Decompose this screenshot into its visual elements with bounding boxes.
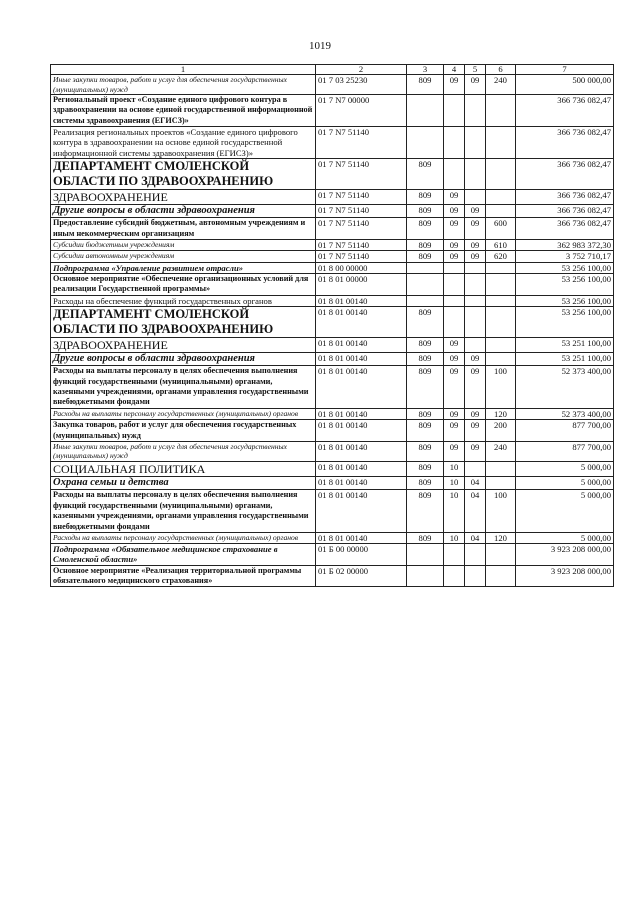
table-row xyxy=(51,240,614,251)
row-rz-cell xyxy=(444,565,465,587)
row-vr-cell xyxy=(486,262,516,273)
row-rz-cell: 09 xyxy=(444,366,465,409)
row-grbs-cell: 809 xyxy=(407,408,444,419)
row-amount-cell: 5 000,00 xyxy=(516,533,614,544)
row-code-cell: 01 8 01 00140 xyxy=(316,533,407,544)
table-row xyxy=(51,95,614,127)
row-pr-cell xyxy=(465,158,486,189)
row-pr-cell xyxy=(465,95,486,127)
row-name-cell: Субсидии бюджетным учреждениям xyxy=(51,240,316,251)
row-amount-cell: 366 736 082,47 xyxy=(516,127,614,159)
row-amount-cell: 366 736 082,47 xyxy=(516,218,614,240)
row-amount-cell: 3 923 208 000,00 xyxy=(516,544,614,565)
row-vr-cell: 240 xyxy=(486,441,516,461)
row-pr-cell: 09 xyxy=(465,240,486,251)
row-grbs-cell xyxy=(407,544,444,565)
row-name-cell: Закупка товаров, работ и услуг для обеспечения государственных (муниципальных) нужд xyxy=(51,420,316,442)
row-name-cell: Расходы на выплаты персоналу государственных (муниципальных) органов xyxy=(51,533,316,544)
row-pr-cell: 09 xyxy=(465,75,486,95)
row-name-cell: Субсидии автономным учреждениям xyxy=(51,251,316,262)
row-pr-cell xyxy=(465,127,486,159)
row-pr-cell xyxy=(465,306,486,337)
table-row xyxy=(51,306,614,337)
row-vr-cell xyxy=(486,306,516,337)
page-number: 1019 xyxy=(309,40,331,52)
table-row xyxy=(51,218,614,240)
table-row xyxy=(51,262,614,273)
row-vr-cell: 600 xyxy=(486,218,516,240)
row-code-cell: 01 8 01 00140 xyxy=(316,337,407,352)
header-cell: 6 xyxy=(486,65,516,75)
row-name-cell: Расходы на обеспечение функций государственных органов xyxy=(51,295,316,306)
row-amount-cell: 53 251 100,00 xyxy=(516,352,614,366)
row-vr-cell xyxy=(486,461,516,476)
table-row xyxy=(51,158,614,189)
row-grbs-cell: 809 xyxy=(407,420,444,442)
row-code-cell: 01 7 N7 51140 xyxy=(316,240,407,251)
row-name-cell: Подпрограмма «Управление развитием отрасли» xyxy=(51,262,316,273)
row-name-cell: ДЕПАРТАМЕНТ СМОЛЕНСКОЙ ОБЛАСТИ ПО ЗДРАВООХРАНЕНИЮ xyxy=(51,306,316,337)
table-row xyxy=(51,533,614,544)
row-pr-cell: 09 xyxy=(465,251,486,262)
row-grbs-cell: 809 xyxy=(407,189,444,204)
row-name-cell: Охрана семьи и детства xyxy=(51,476,316,490)
row-vr-cell xyxy=(486,295,516,306)
row-rz-cell: 09 xyxy=(444,352,465,366)
row-amount-cell: 500 000,00 xyxy=(516,75,614,95)
row-name-cell: ДЕПАРТАМЕНТ СМОЛЕНСКОЙ ОБЛАСТИ ПО ЗДРАВООХРАНЕНИЮ xyxy=(51,158,316,189)
row-rz-cell xyxy=(444,127,465,159)
row-rz-cell: 09 xyxy=(444,189,465,204)
row-code-cell: 01 8 01 00140 xyxy=(316,441,407,461)
row-name-cell: ЗДРАВООХРАНЕНИЕ xyxy=(51,337,316,352)
row-grbs-cell xyxy=(407,262,444,273)
row-vr-cell: 100 xyxy=(486,490,516,533)
row-rz-cell xyxy=(444,306,465,337)
row-amount-cell: 5 000,00 xyxy=(516,476,614,490)
table-row xyxy=(51,420,614,442)
row-name-cell: Основное мероприятие «Обеспечение организационных условий для реализации Государственной программы» xyxy=(51,273,316,295)
row-grbs-cell: 809 xyxy=(407,366,444,409)
row-code-cell: 01 8 00 00000 xyxy=(316,262,407,273)
row-rz-cell xyxy=(444,295,465,306)
row-pr-cell xyxy=(465,544,486,565)
row-name-cell: Иные закупки товаров, работ и услуг для обеспечения государственных (муниципальных) нужд xyxy=(51,75,316,95)
row-rz-cell: 09 xyxy=(444,240,465,251)
row-pr-cell: 09 xyxy=(465,441,486,461)
row-grbs-cell: 809 xyxy=(407,251,444,262)
row-rz-cell: 09 xyxy=(444,420,465,442)
row-rz-cell: 09 xyxy=(444,75,465,95)
row-rz-cell: 09 xyxy=(444,218,465,240)
row-vr-cell xyxy=(486,127,516,159)
row-amount-cell: 3 752 710,17 xyxy=(516,251,614,262)
table-row xyxy=(51,490,614,533)
row-rz-cell: 10 xyxy=(444,533,465,544)
row-name-cell: Расходы на выплаты персоналу в целях обеспечения выполнения функций государственными (муниципальными) органами, казенными учреждениями, органами управления государственными внебюджетными фондами xyxy=(51,366,316,409)
table-row xyxy=(51,251,614,262)
table-row xyxy=(51,461,614,476)
row-pr-cell: 04 xyxy=(465,476,486,490)
row-name-cell: Другие вопросы в области здравоохранения xyxy=(51,204,316,218)
row-grbs-cell: 809 xyxy=(407,476,444,490)
row-code-cell: 01 7 N7 51140 xyxy=(316,158,407,189)
row-code-cell: 01 8 01 00140 xyxy=(316,366,407,409)
row-grbs-cell: 809 xyxy=(407,337,444,352)
row-pr-cell: 09 xyxy=(465,408,486,419)
row-name-cell: Реализация региональных проектов «Создание единого цифрового контура в здравоохранении на основе единой государственной информационной системы здравоохранения (ЕГИСЗ)» xyxy=(51,127,316,159)
table-row xyxy=(51,544,614,565)
row-rz-cell xyxy=(444,95,465,127)
row-amount-cell: 53 251 100,00 xyxy=(516,337,614,352)
row-name-cell: Предоставление субсидий бюджетным, автономным учреждениям и иным некоммерческим организациям xyxy=(51,218,316,240)
row-rz-cell xyxy=(444,262,465,273)
table-row xyxy=(51,337,614,352)
row-vr-cell: 200 xyxy=(486,420,516,442)
table-row xyxy=(51,408,614,419)
row-pr-cell: 09 xyxy=(465,218,486,240)
row-rz-cell: 09 xyxy=(444,441,465,461)
row-grbs-cell: 809 xyxy=(407,490,444,533)
row-vr-cell xyxy=(486,337,516,352)
table-row xyxy=(51,441,614,461)
row-amount-cell: 52 373 400,00 xyxy=(516,408,614,419)
budget-table xyxy=(50,64,614,587)
row-code-cell: 01 8 01 00140 xyxy=(316,420,407,442)
row-code-cell: 01 8 01 00140 xyxy=(316,461,407,476)
row-amount-cell: 366 736 082,47 xyxy=(516,158,614,189)
row-code-cell: 01 7 N7 51140 xyxy=(316,251,407,262)
row-vr-cell: 610 xyxy=(486,240,516,251)
row-rz-cell: 10 xyxy=(444,461,465,476)
row-grbs-cell: 809 xyxy=(407,218,444,240)
header-cell: 3 xyxy=(407,65,444,75)
row-pr-cell: 09 xyxy=(465,366,486,409)
row-amount-cell: 3 923 208 000,00 xyxy=(516,565,614,587)
row-name-cell: Другие вопросы в области здравоохранения xyxy=(51,352,316,366)
row-pr-cell xyxy=(465,262,486,273)
row-name-cell: ЗДРАВООХРАНЕНИЕ xyxy=(51,189,316,204)
row-code-cell: 01 Б 00 00000 xyxy=(316,544,407,565)
row-vr-cell xyxy=(486,95,516,127)
row-vr-cell: 120 xyxy=(486,408,516,419)
row-rz-cell xyxy=(444,158,465,189)
row-name-cell: Региональный проект «Создание единого цифрового контура в здравоохранении на основе единой государственной информационной системы здравоохранения (ЕГИСЗ)» xyxy=(51,95,316,127)
row-grbs-cell: 809 xyxy=(407,352,444,366)
row-code-cell: 01 8 01 00140 xyxy=(316,408,407,419)
table-row xyxy=(51,565,614,587)
row-rz-cell xyxy=(444,544,465,565)
row-grbs-cell: 809 xyxy=(407,441,444,461)
row-pr-cell: 09 xyxy=(465,204,486,218)
row-grbs-cell: 809 xyxy=(407,306,444,337)
header-cell: 4 xyxy=(444,65,465,75)
row-vr-cell: 100 xyxy=(486,366,516,409)
row-code-cell: 01 Б 02 00000 xyxy=(316,565,407,587)
row-vr-cell xyxy=(486,352,516,366)
row-amount-cell: 5 000,00 xyxy=(516,461,614,476)
row-amount-cell: 53 256 100,00 xyxy=(516,273,614,295)
row-pr-cell: 09 xyxy=(465,352,486,366)
row-vr-cell xyxy=(486,544,516,565)
row-vr-cell xyxy=(486,158,516,189)
row-pr-cell xyxy=(465,273,486,295)
table-row xyxy=(51,189,614,204)
row-amount-cell: 5 000,00 xyxy=(516,490,614,533)
row-code-cell: 01 8 01 00140 xyxy=(316,476,407,490)
row-rz-cell: 10 xyxy=(444,490,465,533)
row-grbs-cell: 809 xyxy=(407,75,444,95)
row-rz-cell: 09 xyxy=(444,204,465,218)
table-row xyxy=(51,127,614,159)
row-name-cell: Основное мероприятие «Реализация территориальной программы обязательного медицинского страхования» xyxy=(51,565,316,587)
row-vr-cell xyxy=(486,204,516,218)
row-code-cell: 01 7 N7 51140 xyxy=(316,189,407,204)
table-row xyxy=(51,273,614,295)
row-vr-cell: 620 xyxy=(486,251,516,262)
row-grbs-cell xyxy=(407,565,444,587)
row-grbs-cell xyxy=(407,95,444,127)
row-code-cell: 01 8 01 00000 xyxy=(316,273,407,295)
row-grbs-cell: 809 xyxy=(407,240,444,251)
header-row xyxy=(51,65,614,75)
row-amount-cell: 53 256 100,00 xyxy=(516,295,614,306)
header-cell: 2 xyxy=(316,65,407,75)
header-cell: 7 xyxy=(516,65,614,75)
row-pr-cell xyxy=(465,337,486,352)
row-vr-cell xyxy=(486,565,516,587)
row-code-cell: 01 7 03 25230 xyxy=(316,75,407,95)
row-amount-cell: 366 736 082,47 xyxy=(516,95,614,127)
table-row xyxy=(51,295,614,306)
table-row xyxy=(51,476,614,490)
row-vr-cell xyxy=(486,189,516,204)
row-amount-cell: 366 736 082,47 xyxy=(516,204,614,218)
table-row xyxy=(51,204,614,218)
row-rz-cell: 09 xyxy=(444,337,465,352)
row-code-cell: 01 7 N7 51140 xyxy=(316,218,407,240)
row-grbs-cell xyxy=(407,295,444,306)
row-pr-cell xyxy=(465,461,486,476)
row-grbs-cell xyxy=(407,127,444,159)
row-code-cell: 01 8 01 00140 xyxy=(316,295,407,306)
row-rz-cell: 09 xyxy=(444,251,465,262)
row-pr-cell xyxy=(465,565,486,587)
row-code-cell: 01 8 01 00140 xyxy=(316,352,407,366)
row-code-cell: 01 7 N7 51140 xyxy=(316,127,407,159)
row-name-cell: Расходы на выплаты персоналу государственных (муниципальных) органов xyxy=(51,408,316,419)
table-body xyxy=(51,75,614,587)
row-pr-cell xyxy=(465,189,486,204)
row-amount-cell: 877 700,00 xyxy=(516,420,614,442)
row-code-cell: 01 7 N7 51140 xyxy=(316,204,407,218)
row-vr-cell: 120 xyxy=(486,533,516,544)
row-amount-cell: 52 373 400,00 xyxy=(516,366,614,409)
row-code-cell: 01 8 01 00140 xyxy=(316,306,407,337)
row-vr-cell: 240 xyxy=(486,75,516,95)
row-grbs-cell: 809 xyxy=(407,533,444,544)
row-grbs-cell: 809 xyxy=(407,204,444,218)
row-amount-cell: 877 700,00 xyxy=(516,441,614,461)
row-amount-cell: 53 256 100,00 xyxy=(516,306,614,337)
row-name-cell: Подпрограмма «Обязательное медицинское страхование в Смоленской области» xyxy=(51,544,316,565)
row-vr-cell xyxy=(486,476,516,490)
row-code-cell: 01 7 N7 00000 xyxy=(316,95,407,127)
row-amount-cell: 53 256 100,00 xyxy=(516,262,614,273)
row-amount-cell: 366 736 082,47 xyxy=(516,189,614,204)
row-pr-cell: 04 xyxy=(465,490,486,533)
row-pr-cell xyxy=(465,295,486,306)
row-pr-cell: 09 xyxy=(465,420,486,442)
row-name-cell: Иные закупки товаров, работ и услуг для обеспечения государственных (муниципальных) нужд xyxy=(51,441,316,461)
table-row xyxy=(51,352,614,366)
header-cell: 1 xyxy=(51,65,316,75)
row-pr-cell: 04 xyxy=(465,533,486,544)
row-rz-cell xyxy=(444,273,465,295)
row-name-cell: СОЦИАЛЬНАЯ ПОЛИТИКА xyxy=(51,461,316,476)
row-rz-cell: 09 xyxy=(444,408,465,419)
row-grbs-cell: 809 xyxy=(407,461,444,476)
row-grbs-cell xyxy=(407,273,444,295)
row-code-cell: 01 8 01 00140 xyxy=(316,490,407,533)
row-vr-cell xyxy=(486,273,516,295)
row-name-cell: Расходы на выплаты персоналу в целях обеспечения выполнения функций государственными (муниципальными) органами, казенными учреждениями, органами управления государственными внебюджетными фондами xyxy=(51,490,316,533)
header-cell: 5 xyxy=(465,65,486,75)
table-row xyxy=(51,366,614,409)
row-grbs-cell: 809 xyxy=(407,158,444,189)
row-amount-cell: 362 983 372,30 xyxy=(516,240,614,251)
table-row xyxy=(51,75,614,95)
row-rz-cell: 10 xyxy=(444,476,465,490)
